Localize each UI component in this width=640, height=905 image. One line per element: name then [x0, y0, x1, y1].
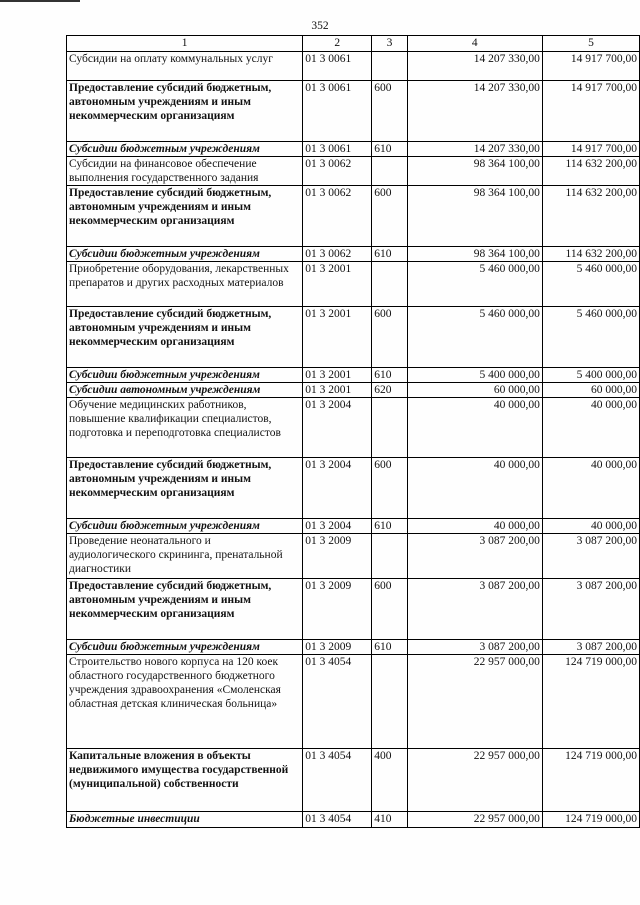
row-code: 01 3 2009 — [303, 534, 372, 579]
row-name: Предоставление субсидий бюджетным, автономным учреждениям и иным некоммерческим организациям — [67, 186, 303, 247]
row-sum-first-year: 14 207 330,00 — [407, 52, 542, 81]
row-sum-second-year: 124 719 000,00 — [542, 812, 639, 828]
row-expense-type: 610 — [372, 640, 407, 655]
row-sum-second-year: 14 917 700,00 — [542, 142, 639, 157]
row-expense-type — [372, 157, 407, 186]
table-row — [67, 579, 640, 640]
row-sum-first-year: 5 400 000,00 — [407, 368, 542, 383]
row-sum-first-year: 40 000,00 — [407, 458, 542, 519]
row-name: Предоставление субсидий бюджетным, автономным учреждениям и иным некоммерческим организациям — [67, 458, 303, 519]
row-sum-second-year: 40 000,00 — [542, 519, 639, 534]
row-sum-second-year: 5 400 000,00 — [542, 368, 639, 383]
table-row — [67, 655, 640, 749]
row-sum-first-year: 3 087 200,00 — [407, 534, 542, 579]
row-sum-second-year: 5 460 000,00 — [542, 307, 639, 368]
row-sum-first-year: 40 000,00 — [407, 398, 542, 458]
row-expense-type: 610 — [372, 247, 407, 262]
row-sum-first-year: 14 207 330,00 — [407, 142, 542, 157]
scan-edge-mark — [0, 0, 80, 2]
row-name: Субсидии бюджетным учреждениям — [67, 640, 303, 655]
row-sum-second-year: 14 917 700,00 — [542, 81, 639, 142]
row-sum-first-year: 40 000,00 — [407, 519, 542, 534]
row-name: Субсидии на финансовое обеспечение выполнения государственного задания — [67, 157, 303, 186]
row-code: 01 3 4054 — [303, 749, 372, 812]
header-row — [67, 36, 640, 52]
row-expense-type: 610 — [372, 142, 407, 157]
row-name: Приобретение оборудования, лекарственных препаратов и других расходных материалов — [67, 262, 303, 307]
row-sum-first-year: 14 207 330,00 — [407, 81, 542, 142]
row-name: Предоставление субсидий бюджетным, автономным учреждениям и иным некоммерческим организациям — [67, 307, 303, 368]
row-sum-first-year: 60 000,00 — [407, 383, 542, 398]
row-sum-second-year: 3 087 200,00 — [542, 640, 639, 655]
row-code: 01 3 0062 — [303, 247, 372, 262]
header-col-1: 1 — [67, 36, 303, 52]
table-row — [67, 640, 640, 655]
table-row — [67, 812, 640, 828]
row-code: 01 3 4054 — [303, 655, 372, 749]
row-sum-first-year: 22 957 000,00 — [407, 812, 542, 828]
row-name: Субсидии на оплату коммунальных услуг — [67, 52, 303, 81]
row-sum-first-year: 3 087 200,00 — [407, 579, 542, 640]
row-sum-first-year: 5 460 000,00 — [407, 262, 542, 307]
row-code: 01 3 0061 — [303, 52, 372, 81]
row-code: 01 3 2001 — [303, 262, 372, 307]
row-sum-second-year: 114 632 200,00 — [542, 186, 639, 247]
row-expense-type — [372, 534, 407, 579]
row-expense-type: 400 — [372, 749, 407, 812]
row-expense-type — [372, 655, 407, 749]
row-code: 01 3 2001 — [303, 383, 372, 398]
row-sum-second-year: 124 719 000,00 — [542, 749, 639, 812]
table-row — [67, 186, 640, 247]
row-sum-second-year: 124 719 000,00 — [542, 655, 639, 749]
row-sum-first-year: 5 460 000,00 — [407, 307, 542, 368]
budget-table — [66, 35, 640, 828]
table-row — [67, 383, 640, 398]
row-sum-second-year: 3 087 200,00 — [542, 534, 639, 579]
table-row — [67, 749, 640, 812]
row-name: Проведение неонатального и аудиологического скрининга, пренатальной диагностики — [67, 534, 303, 579]
row-name: Предоставление субсидий бюджетным, автономным учреждениям и иным некоммерческим организациям — [67, 81, 303, 142]
row-sum-second-year: 114 632 200,00 — [542, 247, 639, 262]
header-col-3: 3 — [372, 36, 407, 52]
row-code: 01 3 0061 — [303, 81, 372, 142]
row-code: 01 3 0062 — [303, 186, 372, 247]
row-sum-first-year: 98 364 100,00 — [407, 186, 542, 247]
table-row — [67, 262, 640, 307]
row-name: Строительство нового корпуса на 120 коек областного государственного бюджетного учреждения здравоохранения «Смоленская областная детская клиническая больница» — [67, 655, 303, 749]
row-expense-type: 600 — [372, 81, 407, 142]
table-row — [67, 534, 640, 579]
row-expense-type: 600 — [372, 307, 407, 368]
table-row — [67, 52, 640, 81]
page-number: 352 — [311, 20, 329, 32]
row-name: Субсидии бюджетным учреждениям — [67, 142, 303, 157]
row-code: 01 3 2004 — [303, 398, 372, 458]
row-sum-first-year: 22 957 000,00 — [407, 749, 542, 812]
row-expense-type: 600 — [372, 186, 407, 247]
row-expense-type: 610 — [372, 368, 407, 383]
row-sum-second-year: 5 460 000,00 — [542, 262, 639, 307]
row-sum-first-year: 3 087 200,00 — [407, 640, 542, 655]
table-row — [67, 247, 640, 262]
row-name: Бюджетные инвестиции — [67, 812, 303, 828]
row-sum-second-year: 60 000,00 — [542, 383, 639, 398]
row-name: Субсидии бюджетным учреждениям — [67, 519, 303, 534]
row-name: Предоставление субсидий бюджетным, автономным учреждениям и иным некоммерческим организациям — [67, 579, 303, 640]
row-code: 01 3 2004 — [303, 519, 372, 534]
row-sum-first-year: 98 364 100,00 — [407, 157, 542, 186]
row-expense-type — [372, 52, 407, 81]
row-code: 01 3 2009 — [303, 579, 372, 640]
row-sum-second-year: 40 000,00 — [542, 398, 639, 458]
row-code: 01 3 2009 — [303, 640, 372, 655]
table-row — [67, 81, 640, 142]
row-expense-type: 600 — [372, 458, 407, 519]
table-row — [67, 458, 640, 519]
table-row — [67, 157, 640, 186]
row-code: 01 3 0061 — [303, 142, 372, 157]
row-sum-second-year: 40 000,00 — [542, 458, 639, 519]
row-expense-type: 610 — [372, 519, 407, 534]
row-code: 01 3 2004 — [303, 458, 372, 519]
row-code: 01 3 0062 — [303, 157, 372, 186]
row-code: 01 3 4054 — [303, 812, 372, 828]
row-expense-type — [372, 398, 407, 458]
header-col-5: 5 — [542, 36, 639, 52]
table-row — [67, 307, 640, 368]
header-col-2: 2 — [303, 36, 372, 52]
row-expense-type: 410 — [372, 812, 407, 828]
table-row — [67, 368, 640, 383]
row-name: Обучение медицинских работников, повышение квалификации специалистов, подготовка и переподготовка специалистов — [67, 398, 303, 458]
row-expense-type: 600 — [372, 579, 407, 640]
row-code: 01 3 2001 — [303, 307, 372, 368]
row-sum-second-year: 3 087 200,00 — [542, 579, 639, 640]
row-name: Капитальные вложения в объекты недвижимого имущества государственной (муниципальной) собственности — [67, 749, 303, 812]
row-sum-second-year: 14 917 700,00 — [542, 52, 639, 81]
table-row — [67, 398, 640, 458]
header-col-4: 4 — [407, 36, 542, 52]
row-sum-second-year: 114 632 200,00 — [542, 157, 639, 186]
table-row — [67, 519, 640, 534]
row-name: Субсидии бюджетным учреждениям — [67, 368, 303, 383]
row-sum-first-year: 22 957 000,00 — [407, 655, 542, 749]
row-expense-type — [372, 262, 407, 307]
row-code: 01 3 2001 — [303, 368, 372, 383]
row-name: Субсидии бюджетным учреждениям — [67, 247, 303, 262]
row-expense-type: 620 — [372, 383, 407, 398]
row-sum-first-year: 98 364 100,00 — [407, 247, 542, 262]
row-name: Субсидии автономным учреждениям — [67, 383, 303, 398]
table-row — [67, 142, 640, 157]
